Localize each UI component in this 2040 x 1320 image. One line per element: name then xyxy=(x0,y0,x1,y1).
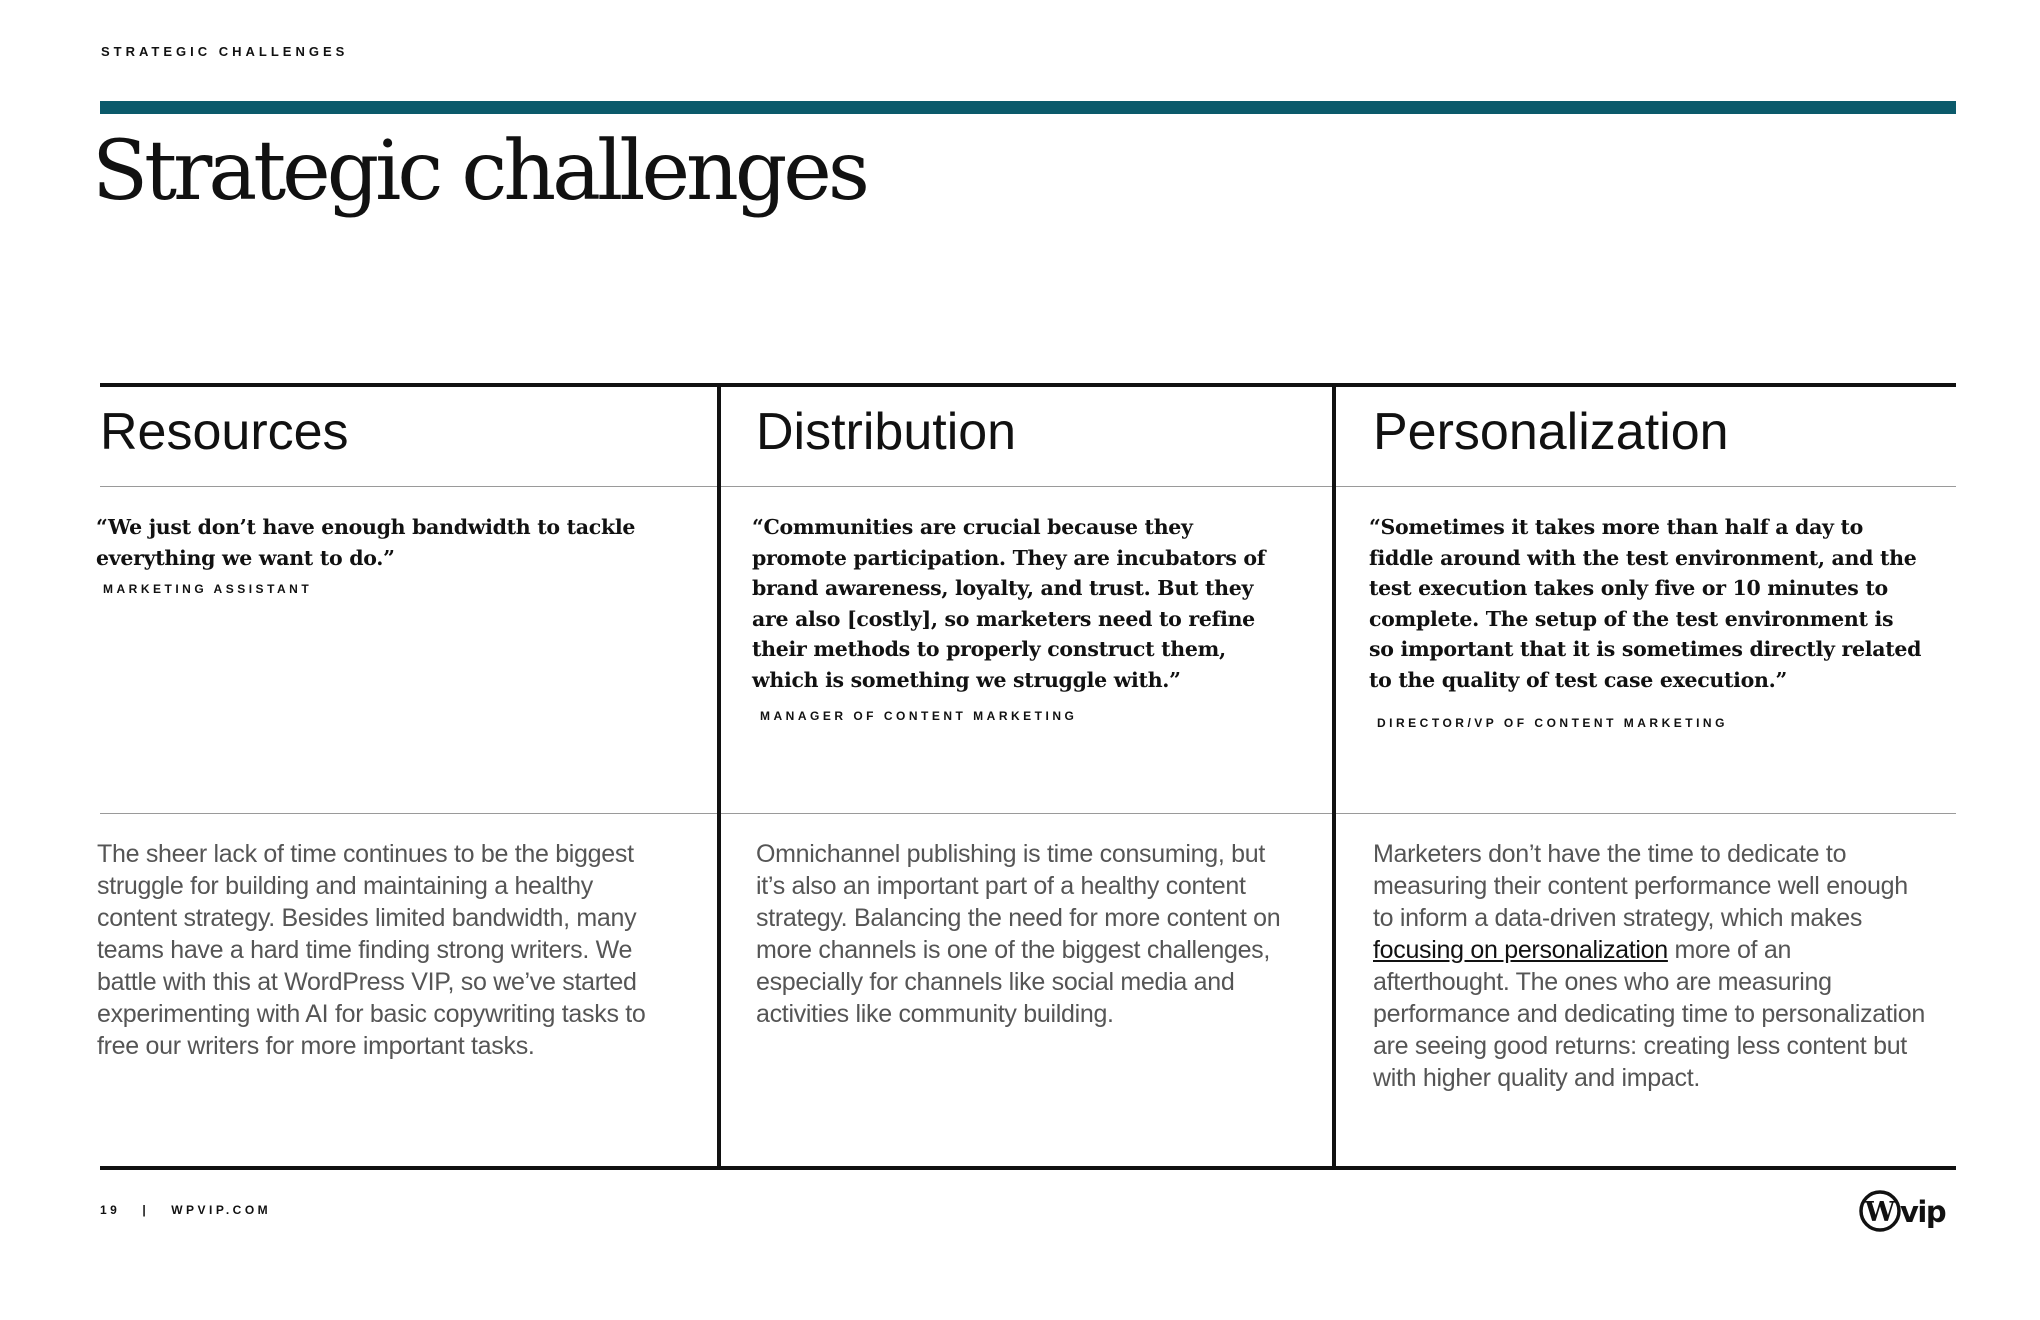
page-title: Strategic challenges xyxy=(92,124,866,219)
column-divider-2 xyxy=(1332,383,1336,1170)
quote-row-divider xyxy=(100,813,1956,814)
footer xyxy=(100,1203,271,1217)
body-personalization-before: Marketers don’t have the time to dedicate to measuring their content performance well enough to inform a data-driven strategy, which makes xyxy=(1373,840,1908,932)
body-personalization xyxy=(1373,838,1928,1094)
attribution-personalization: DIRECTOR/VP OF CONTENT MARKETING xyxy=(1377,716,1728,730)
body-resources: The sheer lack of time continues to be the biggest struggle for building and maintaining a healthy content strategy. Besides limited bandwidth, many teams have a hard time finding strong writers. We battle with this at WordPress VIP, so we’ve started experimenting with AI for basic copywriting tasks to free our writers for more important tasks. xyxy=(97,840,646,1060)
body-personalization-after: more of an afterthought. The ones who are measuring performance and dedicating time to personalization are seeing good returns: creating less content but with higher quality and impact. xyxy=(1373,936,1926,1092)
quote-personalization: “Sometimes it takes more than half a day to fiddle around with the test environment, and the test execution takes only five or 10 minutes to complete. The setup of the test environment is so important that it is sometimes directly related to the quality of test case execution.” xyxy=(1369,515,1922,692)
focusing-on-personalization-link[interactable]: focusing on personalization xyxy=(1373,936,1668,964)
attribution-distribution: MANAGER OF CONTENT MARKETING xyxy=(760,709,1078,723)
column-divider-1 xyxy=(717,383,721,1170)
column-heading-distribution: Distribution xyxy=(756,403,1017,461)
header-row-divider xyxy=(100,486,1956,487)
column-heading-resources: Resources xyxy=(100,403,349,461)
wordpress-vip-logo-icon xyxy=(1858,1188,1958,1234)
body-distribution: Omnichannel publishing is time consuming, but it’s also an important part of a healthy content strategy. Balancing the need for more content on more channels is one of the biggest challenges, especially for channels like social media and activities like community building. xyxy=(756,840,1281,1028)
accent-bar xyxy=(100,101,1956,114)
vip-logo-text: vip xyxy=(1900,1195,1946,1229)
column-heading-personalization: Personalization xyxy=(1373,403,1729,461)
quote-resources: “We just don’t have enough bandwidth to tackle everything we want to do.” xyxy=(96,515,636,570)
eyebrow-label: STRATEGIC CHALLENGES xyxy=(101,44,349,59)
quote-distribution: “Communities are crucial because they promote participation. They are incubators of brand awareness, loyalty, and trust. But they are also [costly], so marketers need to refine their methods to properly construct them, which is something we struggle with.” xyxy=(752,515,1266,692)
page-number: 19 xyxy=(100,1203,121,1217)
footer-site-link[interactable]: WPVIP.COM xyxy=(171,1203,272,1217)
footer-separator: | xyxy=(142,1203,150,1217)
attribution-resources: MARKETING ASSISTANT xyxy=(103,582,313,596)
wordpress-logo-mark: W xyxy=(1864,1197,1896,1228)
